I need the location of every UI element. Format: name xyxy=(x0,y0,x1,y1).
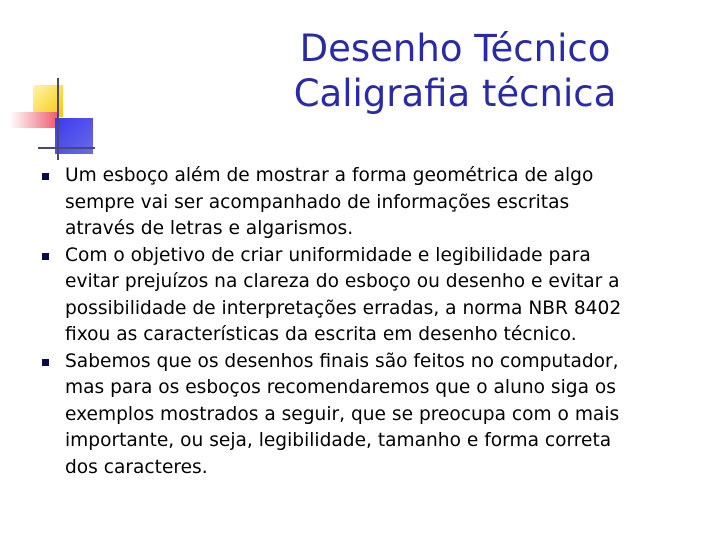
decorative-squares-graphic xyxy=(0,0,110,160)
bullet-line: Um esboço além de mostrar a forma geométrica de algo xyxy=(65,165,594,186)
slide-title xyxy=(200,26,710,116)
bullet-line: exemplos mostrados a seguir, que se preocupa com o mais xyxy=(65,403,620,425)
bullet-item xyxy=(40,349,710,482)
bullet-line: Com o objetivo de criar uniformidade e legibilidade para xyxy=(65,244,591,266)
title-line-2: Caligrafia técnica xyxy=(293,72,617,115)
bullet-line: mas para os esboços recomendaremos que o aluno siga os xyxy=(65,377,616,398)
bullet-line: sempre vai ser acompanhado de informações escritas xyxy=(65,191,570,213)
bullet-line: através de letras e algarismos. xyxy=(65,218,354,239)
bullet-line: dos caracteres. xyxy=(65,456,208,478)
bullet-line: possibilidade de interpretações erradas, a norma NBR 8402 xyxy=(65,297,622,319)
bullet-list xyxy=(40,163,710,481)
bullet-line: evitar prejuízos na clareza do esboço ou desenho e evitar a xyxy=(65,271,620,292)
bullet-item xyxy=(40,243,710,349)
bullet-line: Sabemos que os desenhos finais são feitos no computador, xyxy=(65,350,619,372)
square-bullet-icon xyxy=(42,359,49,366)
bullet-line: fixou as características da escrita em desenho técnico. xyxy=(65,324,577,345)
square-bullet-icon xyxy=(42,173,49,180)
bullet-line: importante, ou seja, legibilidade, tamanho e forma correta xyxy=(65,430,612,451)
title-line-1: Desenho Técnico xyxy=(299,27,611,70)
bullet-item xyxy=(40,163,710,243)
red-bar xyxy=(10,112,58,128)
square-bullet-icon xyxy=(42,253,49,260)
